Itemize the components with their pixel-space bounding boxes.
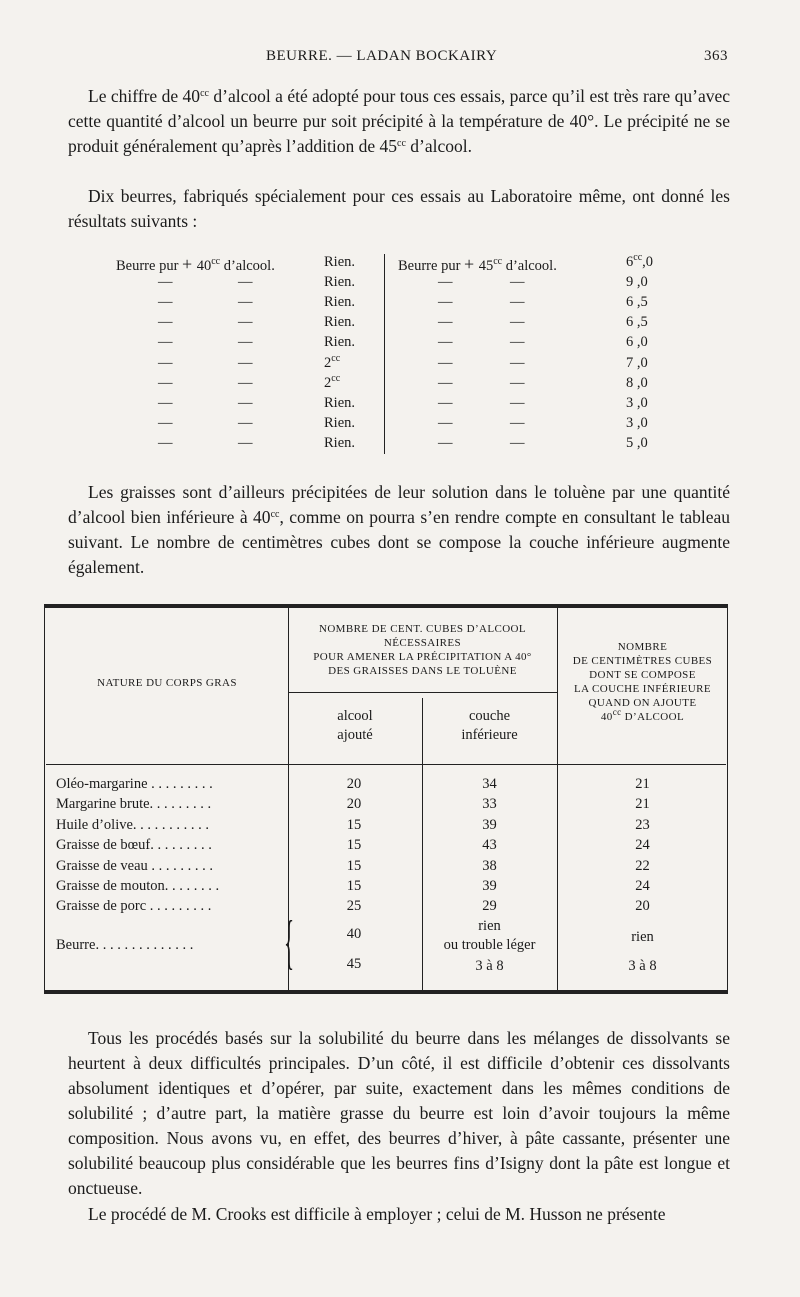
dash-mark: —: [510, 334, 525, 351]
table-cell-total: 23: [635, 816, 650, 833]
table-cell-alcool: 15: [346, 837, 362, 854]
left-head: Beurre pur + $40^{cc}$ d’alcool.: [116, 254, 275, 274]
table-cell-couche: 29: [482, 898, 497, 915]
result-row: [116, 352, 676, 375]
right-value: 8 ,0: [626, 374, 648, 391]
beurre-couche-2: ou trouble léger: [443, 937, 536, 953]
table-cell-alcool: 20: [346, 776, 362, 792]
left-value: Rien.: [324, 254, 356, 270]
left-value: Rien.: [324, 334, 356, 351]
result-row: [116, 254, 676, 274]
sub-alcool-ajoute: alcool ajouté: [337, 708, 373, 743]
dash-mark: —: [438, 374, 453, 391]
table-cell-total: 24: [635, 837, 650, 854]
table-cell-total: 21: [635, 796, 650, 813]
paragraph-3: Les graisses sont d’ailleurs précipitées de leur solution dans le toluène par une quantité d’alcool bien inférieure à $40^{cc}$, comme on pourra s’en rendre compte en consultant le tableau suivant. Le nombre de centimètres cubes dont se compose la couche inférieure augmente également.: [68, 482, 730, 577]
result-row: [116, 314, 676, 334]
table-cell-alcool: 15: [346, 878, 362, 894]
dash-mark: —: [238, 274, 253, 291]
beurre-total-1: rien: [631, 929, 654, 945]
dash-mark: —: [438, 294, 453, 311]
table-row-name: Graisse de porc . . . . . . . . .: [56, 898, 212, 915]
dash-mark: —: [510, 394, 525, 411]
row-beurre-name: Beurre. . . . . . . . . . . . . .: [56, 937, 194, 953]
table-row-name: Graisse de veau . . . . . . . . .: [56, 857, 214, 874]
beurre-couche-1: rien: [478, 918, 501, 934]
dash-mark: —: [510, 414, 525, 431]
table-cell-couche: 38: [482, 857, 497, 874]
right-value: 6 ,0: [626, 334, 648, 351]
left-value: Rien.: [324, 394, 356, 411]
table-cell-couche: 34: [482, 776, 497, 792]
table-row-name: Graisse de bœuf. . . . . . . . .: [56, 837, 212, 854]
table-cell-alcool: 15: [346, 816, 362, 833]
table-row-name: Oléo-margarine . . . . . . . . .: [56, 776, 213, 792]
table-row-name: Huile d’olive. . . . . . . . . . .: [56, 816, 210, 833]
dash-mark: —: [238, 434, 253, 451]
dash-mark: —: [238, 334, 253, 351]
dash-mark: —: [438, 314, 453, 331]
dash-mark: —: [238, 394, 253, 411]
dash-mark: —: [158, 414, 173, 431]
dash-mark: —: [158, 374, 173, 391]
table-cell-couche: 33: [482, 796, 497, 813]
dash-mark: —: [510, 294, 525, 311]
dash-mark: —: [438, 434, 453, 451]
right-value: 3 ,0: [626, 394, 648, 411]
dash-mark: —: [158, 294, 173, 311]
left-value: $2^{cc}$: [324, 352, 341, 371]
dash-mark: —: [510, 314, 525, 331]
paragraph-4: Tous les procédés basés sur la solubilité du beurre dans les mélanges de dissolvants se heurtent à deux difficultés principales. D’un côté, il est difficile d’obtenir ces dissolvants absolument identiques et d’opérer, par suite, exactement dans les mêmes conditions de solubilité ; d’autre part, la matière grasse du beurre est loin d’avoir toujours la même composition. Nous avons vu, en effet, des beurres d’hiver, à pâte cassante, présenter une solubilité beaucoup plus considérable que les beurres fins d’Isigny dont la pâte est longue et onctueuse.: [68, 1028, 730, 1198]
dash-mark: —: [158, 274, 173, 291]
table-cell-total: 20: [635, 898, 650, 915]
dash-mark: —: [438, 334, 453, 351]
dash-mark: —: [158, 354, 173, 371]
table-cell-couche: 39: [482, 816, 497, 833]
dash-mark: —: [238, 414, 253, 431]
dash-mark: —: [238, 294, 253, 311]
result-row: [116, 294, 676, 314]
page-number: 363: [704, 48, 728, 64]
left-value: Rien.: [324, 414, 356, 431]
paragraph-5: Le procédé de M. Crooks est difficile à employer ; celui de M. Husson ne présente: [88, 1204, 666, 1224]
right-value: 9 ,0: [626, 274, 648, 291]
dash-mark: —: [510, 354, 525, 371]
right-value: 6 ,5: [626, 294, 648, 311]
col-total-header: NOMBRE DE CENTIMÈTRES CUBES DONT SE COMPOSE LA COUCHE INFÉRIEURE QUAND ON AJOUTE $40^{cc}$ D’ALCOOL: [572, 641, 713, 723]
header-title: BEURRE. — LADAN BOCKAIRY: [266, 48, 498, 64]
result-row: [116, 395, 676, 415]
dash-mark: —: [158, 334, 173, 351]
table-cell-couche: 39: [482, 878, 497, 894]
dash-mark: —: [238, 314, 253, 331]
sub-couche-inferieure: couche inférieure: [461, 708, 518, 743]
left-value: $2^{cc}$: [324, 372, 341, 391]
table-row-name: Margarine brute. . . . . . . . .: [56, 796, 212, 813]
dash-mark: —: [238, 374, 253, 391]
paragraph-1: Le chiffre de $40^{cc}$ d’alcool a été adopté pour tous ces essais, parce qu’il est très rare qu’avec cette quantité d’alcool un beurre pur soit précipité à la température de 40°. Le précipité ne se produit généralement qu’après l’addition de $45^{cc}$ d’alcool.: [68, 86, 730, 156]
beurre-couche-3: 3 à 8: [475, 958, 504, 974]
table-cell-alcool: 20: [346, 796, 362, 813]
right-value: 7 ,0: [626, 354, 648, 371]
brace-icon: {: [284, 909, 295, 975]
dash-mark: —: [238, 354, 253, 371]
paragraph-2: Dix beurres, fabriqués spécialement pour ces essais au Laboratoire même, ont donné les résultats suivants :: [68, 186, 730, 231]
beurre-total-2: 3 à 8: [628, 958, 657, 974]
left-value: Rien.: [324, 314, 356, 331]
dash-mark: —: [158, 394, 173, 411]
left-value: Rien.: [324, 274, 356, 291]
right-value: $6^{cc},0$: [626, 252, 654, 270]
result-row: [116, 415, 676, 435]
dash-mark: —: [438, 414, 453, 431]
col-alcool-header: NOMBRE DE CENT. CUBES D’ALCOOL NÉCESSAIRES POUR AMENER LA PRÉCIPITATION A 40° DES GRAISSES DANS LE TOLUÈNE: [313, 623, 532, 677]
table-cell-total: 21: [635, 776, 650, 792]
col-nature-header: NATURE DU CORPS GRAS: [97, 677, 237, 689]
table-cell-total: 22: [635, 857, 650, 874]
table-cell-alcool: 25: [346, 898, 362, 915]
dash-mark: —: [510, 434, 525, 451]
right-value: 3 ,0: [626, 414, 648, 431]
right-value: 5 ,0: [626, 434, 648, 451]
beurre-alcool-1: 40: [346, 926, 362, 942]
table-cell-alcool: 15: [346, 857, 362, 874]
dash-mark: —: [438, 354, 453, 371]
result-row: [116, 435, 676, 455]
table-cell-total: 24: [635, 878, 650, 894]
result-row: [116, 334, 676, 354]
dash-mark: —: [510, 374, 525, 391]
right-head: Beurre pur + $45^{cc}$ d’alcool.: [398, 254, 557, 274]
dash-mark: —: [510, 274, 525, 291]
result-row: [116, 372, 676, 395]
dash-mark: —: [438, 394, 453, 411]
dash-mark: —: [158, 434, 173, 451]
right-value: 6 ,5: [626, 314, 648, 331]
table-cell-couche: 43: [482, 837, 497, 854]
fat-precipitation-table: [44, 604, 728, 994]
running-header: [0, 48, 800, 70]
table-row-name: Graisse de mouton. . . . . . . .: [56, 878, 220, 894]
dash-mark: —: [158, 314, 173, 331]
result-row: [116, 274, 676, 294]
beurre-alcool-2: 45: [346, 956, 362, 972]
dash-mark: —: [438, 274, 453, 291]
left-value: Rien.: [324, 294, 356, 311]
left-value: Rien.: [324, 434, 356, 451]
